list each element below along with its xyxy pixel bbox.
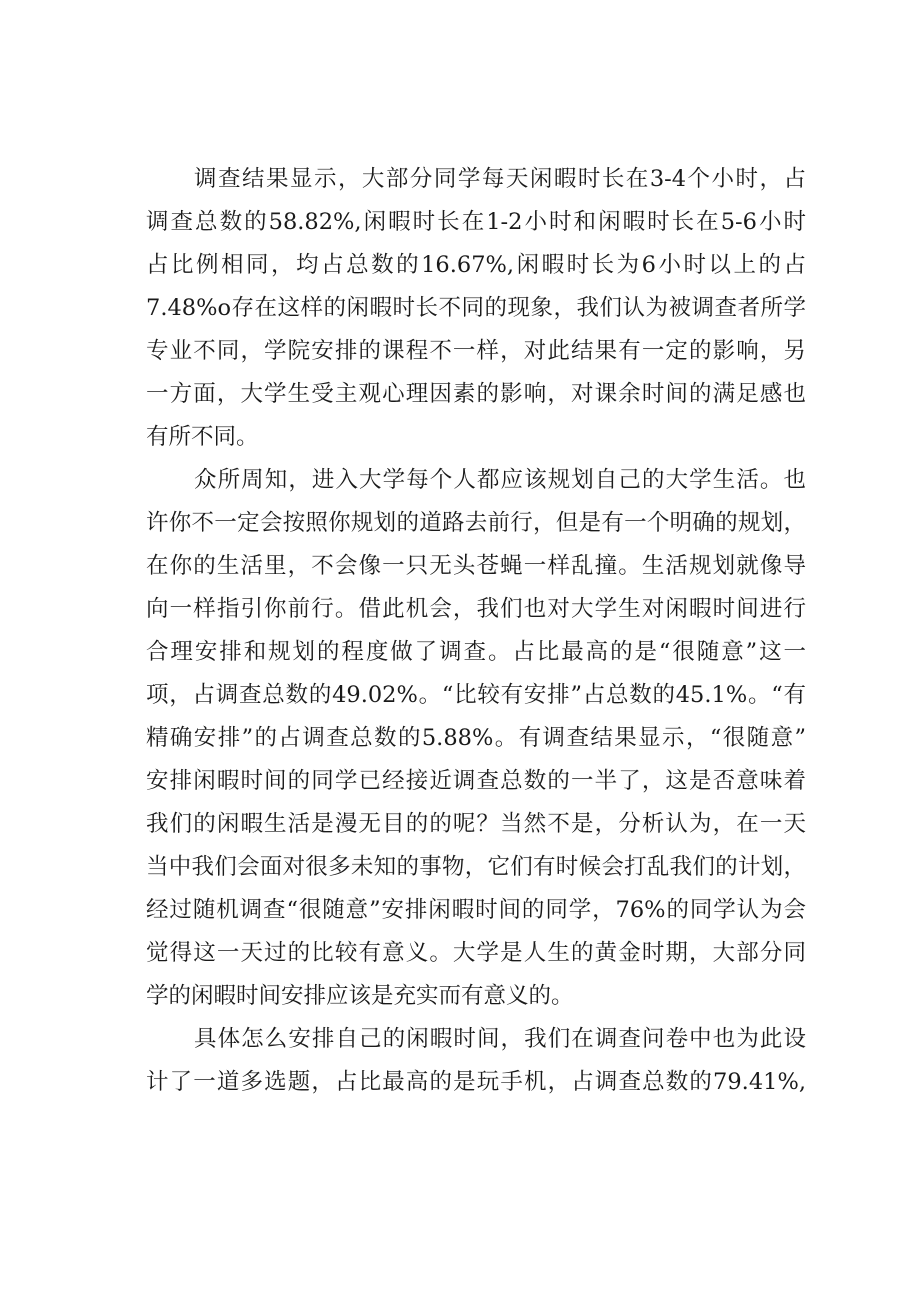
paragraph-2 bbox=[146, 459, 806, 1018]
text-line: 一方面，大学生受主观心理因素的影响，对课余时间的满足感也 bbox=[146, 381, 806, 407]
text-line: 安排闲暇时间的同学已经接近调查总数的一半了，这是否意味着 bbox=[146, 768, 806, 794]
document-body bbox=[146, 158, 806, 1104]
text-line: 众所周知，进入大学每个人都应该规划自己的大学生活。也 bbox=[194, 467, 806, 493]
text-line: 精确安排”的占调查总数的5.88%。有调查结果显示，“很随意” bbox=[146, 725, 806, 751]
text-line: 有所不同。 bbox=[146, 424, 259, 450]
text-line: 当中我们会面对很多未知的事物，它们有时候会打乱我们的计划， bbox=[146, 854, 806, 880]
text-line: 学的闲暇时间安排应该是充实而有意义的。 bbox=[146, 983, 574, 1009]
text-line: 经过随机调查“很随意”安排闲暇时间的同学，76%的同学认为会 bbox=[146, 897, 806, 923]
text-line: 向一样指引你前行。借此机会，我们也对大学生对闲暇时间进行 bbox=[146, 596, 806, 622]
text-line: 调查结果显示，大部分同学每天闲暇时长在3-4个小时，占 bbox=[194, 166, 806, 192]
text-line: 调查总数的58.82%,闲暇时长在1-2小时和闲暇时长在5-6小时 bbox=[146, 209, 806, 235]
text-line: 觉得这一天过的比较有意义。大学是人生的黄金时期，大部分同 bbox=[146, 940, 806, 966]
paragraph-3 bbox=[146, 1018, 806, 1104]
text-line: 许你不一定会按照你规划的道路去前行，但是有一个明确的规划， bbox=[146, 510, 806, 536]
text-line: 专业不同，学院安排的课程不一样，对此结果有一定的影响，另 bbox=[146, 338, 806, 364]
text-line: 我们的闲暇生活是漫无目的的呢？当然不是，分析认为，在一天 bbox=[146, 811, 806, 837]
text-line: 在你的生活里，不会像一只无头苍蝇一样乱撞。生活规划就像导 bbox=[146, 553, 806, 579]
text-line: 7.48%o存在这样的闲暇时长不同的现象，我们认为被调查者所学 bbox=[146, 295, 806, 321]
text-line: 计了一道多选题，占比最高的是玩手机，占调查总数的79.41%, bbox=[146, 1069, 806, 1095]
text-line: 项，占调查总数的49.02%。“比较有安排”占总数的45.1%。“有 bbox=[146, 682, 806, 708]
text-line: 占比例相同，均占总数的16.67%,闲暇时长为6小时以上的占 bbox=[146, 252, 806, 278]
text-line: 具体怎么安排自己的闲暇时间，我们在调查问卷中也为此设 bbox=[194, 1026, 806, 1052]
text-line: 合理安排和规划的程度做了调查。占比最高的是“很随意”这一 bbox=[146, 639, 806, 665]
paragraph-1 bbox=[146, 158, 806, 459]
